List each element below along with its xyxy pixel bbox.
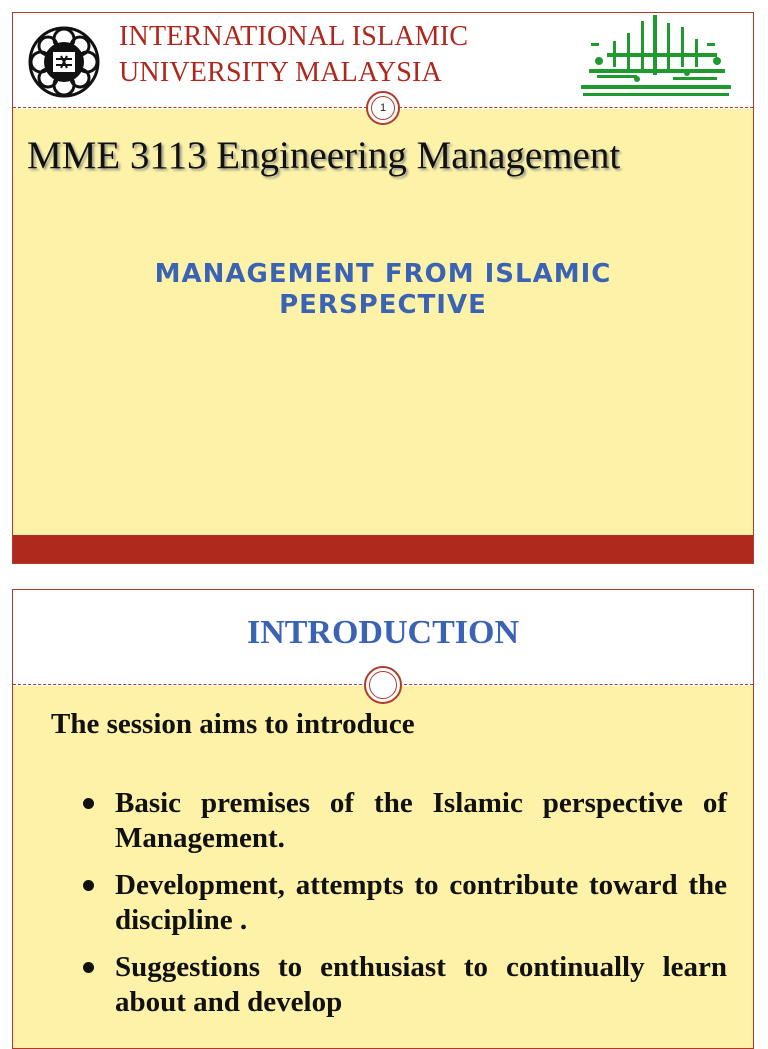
slide-subtitle xyxy=(13,259,753,321)
page-number-badge xyxy=(366,91,400,125)
arabic-calligraphy-icon xyxy=(577,13,735,101)
course-title: MME 3113 Engineering Management xyxy=(27,134,621,177)
bullet-list xyxy=(83,786,727,1032)
bullet-item: Basic premises of the Islamic perspective of Management. xyxy=(83,786,727,856)
title-slide xyxy=(12,12,754,564)
bullet-item: Suggestions to enthusiast to continually learn about and develop xyxy=(83,950,727,1020)
slide-heading: INTRODUCTION xyxy=(246,614,520,651)
lead-text: The session aims to introduce xyxy=(51,708,415,740)
page-number: 1 xyxy=(379,102,387,114)
subtitle-line2: PERSPECTIVE xyxy=(279,290,487,320)
decorative-ring-icon xyxy=(364,666,402,704)
footer-bar xyxy=(13,535,753,563)
university-name xyxy=(119,19,468,91)
bullet-item: Development, attempts to contribute toward the discipline . xyxy=(83,868,727,938)
introduction-slide xyxy=(12,589,754,1049)
iium-emblem-icon xyxy=(23,21,105,103)
subtitle-line1: MANAGEMENT FROM ISLAMIC xyxy=(154,259,612,289)
university-name-line2: UNIVERSITY MALAYSIA xyxy=(119,57,442,88)
university-name-line1: INTERNATIONAL ISLAMIC xyxy=(119,21,469,52)
